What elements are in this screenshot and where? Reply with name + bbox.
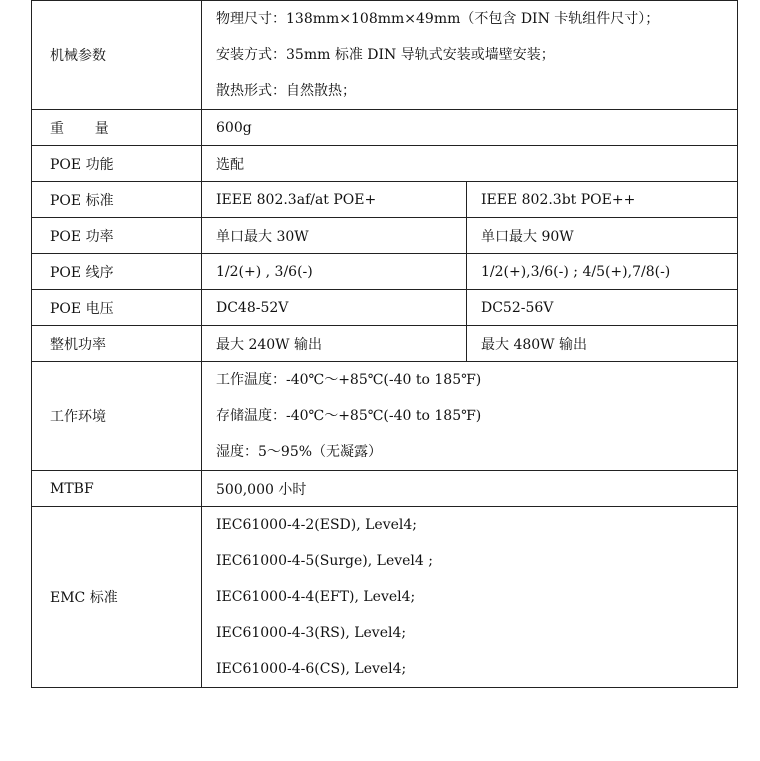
row-poe-voltage — [32, 290, 738, 326]
emc-line-rs: IEC61000-4-3(RS), Level4; — [216, 625, 407, 641]
label-poe-function: POE 功能 — [32, 146, 202, 182]
value-total-power-b: 最大 480W 输出 — [467, 326, 738, 362]
mech-line-cooling: 散热形式：自然散热； — [216, 83, 356, 99]
emc-line-surge: IEC61000-4-5(Surge), Level4 ; — [216, 553, 433, 569]
row-environment — [32, 362, 738, 471]
label-poe-standard: POE 标准 — [32, 182, 202, 218]
label-weight-a: 重 — [50, 120, 64, 137]
label-total-power: 整机功率 — [32, 326, 202, 362]
row-poe-power — [32, 218, 738, 254]
label-poe-voltage: POE 电压 — [32, 290, 202, 326]
value-poe-voltage-a: DC48-52V — [202, 290, 467, 326]
value-poe-pinout-a: 1/2(+) , 3/6(-) — [202, 254, 467, 290]
value-poe-function: 选配 — [202, 146, 738, 182]
value-environment — [202, 362, 738, 471]
spec-table — [31, 0, 738, 688]
value-poe-standard-a: IEEE 802.3af/at POE+ — [202, 182, 467, 218]
value-poe-voltage-b: DC52-56V — [467, 290, 738, 326]
value-mtbf: 500,000 小时 — [202, 471, 738, 507]
label-poe-power: POE 功率 — [32, 218, 202, 254]
label-mtbf: MTBF — [32, 471, 202, 507]
value-mechanical — [202, 1, 738, 110]
label-poe-pinout: POE 线序 — [32, 254, 202, 290]
value-poe-standard-b: IEEE 802.3bt POE++ — [467, 182, 738, 218]
mech-line-mounting: 安装方式：35mm 标准 DIN 导轨式安装或墙壁安装； — [216, 47, 555, 63]
row-poe-function — [32, 146, 738, 182]
value-poe-power-b: 单口最大 90W — [467, 218, 738, 254]
mech-line-dimensions: 物理尺寸：138mm×108mm×49mm（不包含 DIN 卡轨组件尺寸）； — [216, 11, 660, 27]
env-line-humidity: 湿度：5～95%（无凝露） — [216, 444, 383, 460]
env-line-operating-temp: 工作温度：-40℃～+85℃(-40 to 185℉) — [216, 372, 482, 388]
env-line-storage-temp: 存储温度：-40℃～+85℃(-40 to 185℉) — [216, 408, 482, 424]
value-poe-power-a: 单口最大 30W — [202, 218, 467, 254]
row-mtbf — [32, 471, 738, 507]
emc-line-esd: IEC61000-4-2(ESD), Level4; — [216, 517, 418, 533]
label-environment: 工作环境 — [32, 362, 202, 471]
value-weight: 600g — [202, 110, 738, 146]
row-poe-standard — [32, 182, 738, 218]
value-total-power-a: 最大 240W 输出 — [202, 326, 467, 362]
row-total-power — [32, 326, 738, 362]
label-weight — [32, 110, 202, 146]
emc-line-eft: IEC61000-4-4(EFT), Level4; — [216, 589, 416, 605]
row-mechanical — [32, 1, 738, 110]
value-emc — [202, 507, 738, 688]
emc-line-cs: IEC61000-4-6(CS), Level4; — [216, 661, 407, 677]
label-emc: EMC 标准 — [32, 507, 202, 688]
row-weight — [32, 110, 738, 146]
row-poe-pinout — [32, 254, 738, 290]
row-emc — [32, 507, 738, 688]
label-mechanical: 机械参数 — [32, 1, 202, 110]
label-weight-b: 量 — [94, 120, 109, 137]
value-poe-pinout-b: 1/2(+),3/6(-) ; 4/5(+),7/8(-) — [467, 254, 738, 290]
